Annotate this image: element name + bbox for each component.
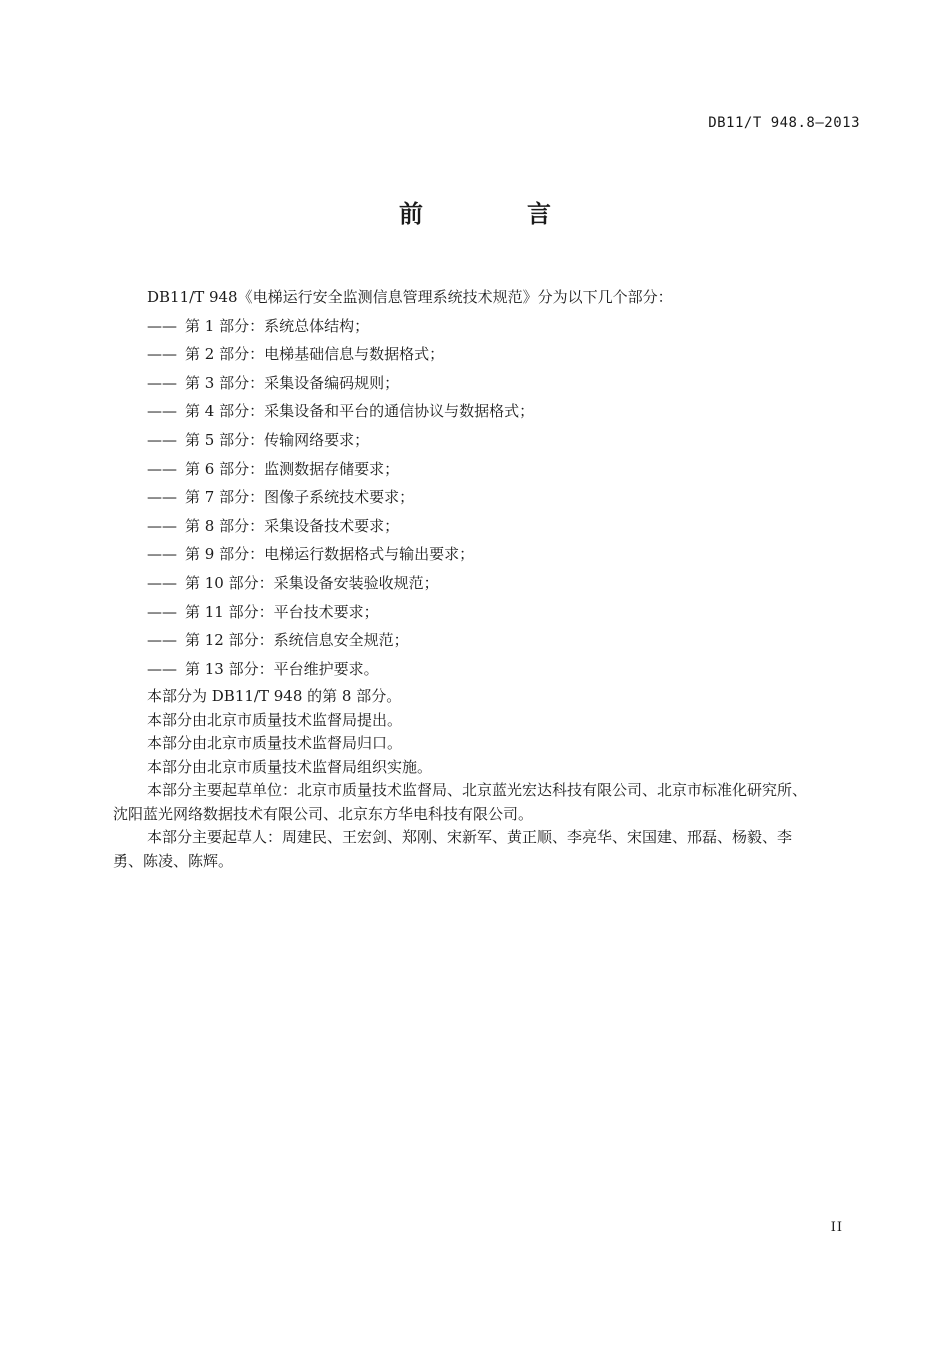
list-dash: —— xyxy=(147,631,177,650)
statement-centralized-by: 本部分由北京市质量技术监督局归口。 xyxy=(147,734,403,753)
list-dash: —— xyxy=(147,345,177,364)
statement-part-number: 本部分为 DB11/T 948 的第 8 部分。 xyxy=(147,687,402,706)
part-title: 第 7 部分：图像子系统技术要求； xyxy=(185,488,415,507)
part-title: 第 9 部分：电梯运行数据格式与输出要求； xyxy=(185,545,475,564)
part-title: 第 1 部分：系统总体结构； xyxy=(185,316,370,335)
part-title: 第 8 部分：采集设备技术要求； xyxy=(185,516,400,535)
drafting-units-paragraph xyxy=(113,779,863,826)
part-list-item xyxy=(113,512,863,541)
statement-proposed-by: 本部分由北京市质量技术监督局提出。 xyxy=(147,710,403,729)
part-title: 第 10 部分：采集设备安装验收规范； xyxy=(185,573,439,592)
list-dash: —— xyxy=(147,488,177,507)
drafting-units-line-2: 沈阳蓝光网络数据技术有限公司、北京东方华电科技有限公司。 xyxy=(113,804,534,823)
list-dash: —— xyxy=(147,430,177,449)
part-title: 第 4 部分：采集设备和平台的通信协议与数据格式； xyxy=(185,402,535,421)
part-list-item xyxy=(113,626,863,655)
part-list-item xyxy=(113,426,863,455)
part-list-item xyxy=(113,455,863,484)
part-list-item xyxy=(113,369,863,398)
part-title: 第 2 部分：电梯基础信息与数据格式； xyxy=(185,345,445,364)
list-dash: —— xyxy=(147,373,177,392)
part-title: 第 13 部分：平台维护要求。 xyxy=(185,659,379,678)
page-number: II xyxy=(830,1220,843,1235)
part-list-item xyxy=(113,340,863,369)
list-dash: —— xyxy=(147,316,177,335)
statement-implemented-by: 本部分由北京市质量技术监督局组织实施。 xyxy=(147,757,433,776)
list-dash: —— xyxy=(147,573,177,592)
part-list-item xyxy=(113,397,863,426)
list-dash: —— xyxy=(147,545,177,564)
part-title: 第 5 部分：传输网络要求； xyxy=(185,430,370,449)
foreword-content xyxy=(113,283,863,873)
part-title: 第 3 部分：采集设备编码规则； xyxy=(185,373,400,392)
part-list-item xyxy=(113,312,863,341)
page-title: 前 言 xyxy=(399,200,591,228)
part-list-item xyxy=(113,540,863,569)
list-dash: —— xyxy=(147,516,177,535)
list-dash: —— xyxy=(147,402,177,421)
part-list-item xyxy=(113,483,863,512)
part-list-item xyxy=(113,569,863,598)
drafters-paragraph xyxy=(113,826,863,873)
part-title: 第 12 部分：系统信息安全规范； xyxy=(185,631,409,650)
parts-list xyxy=(113,312,863,684)
part-title: 第 6 部分：监测数据存储要求； xyxy=(185,459,400,478)
list-dash: —— xyxy=(147,459,177,478)
part-list-item xyxy=(113,598,863,627)
drafters-line-2: 勇、陈凌、陈辉。 xyxy=(113,851,234,870)
document-code: DB11/T 948.8—2013 xyxy=(708,115,860,131)
drafting-units-line-1: 本部分主要起草单位：北京市质量技术监督局、北京蓝光宏达科技有限公司、北京市标准化研究所、 xyxy=(147,781,808,800)
list-dash: —— xyxy=(147,659,177,678)
part-list-item xyxy=(113,655,863,684)
part-title: 第 11 部分：平台技术要求； xyxy=(185,602,379,621)
drafters-line-1: 本部分主要起草人：周建民、王宏剑、郑刚、宋新军、黄正顺、李亮华、宋国建、邢磊、杨毅、李 xyxy=(147,828,793,847)
list-dash: —— xyxy=(147,602,177,621)
intro-paragraph: DB11/T 948《电梯运行安全监测信息管理系统技术规范》分为以下几个部分： xyxy=(147,288,673,306)
